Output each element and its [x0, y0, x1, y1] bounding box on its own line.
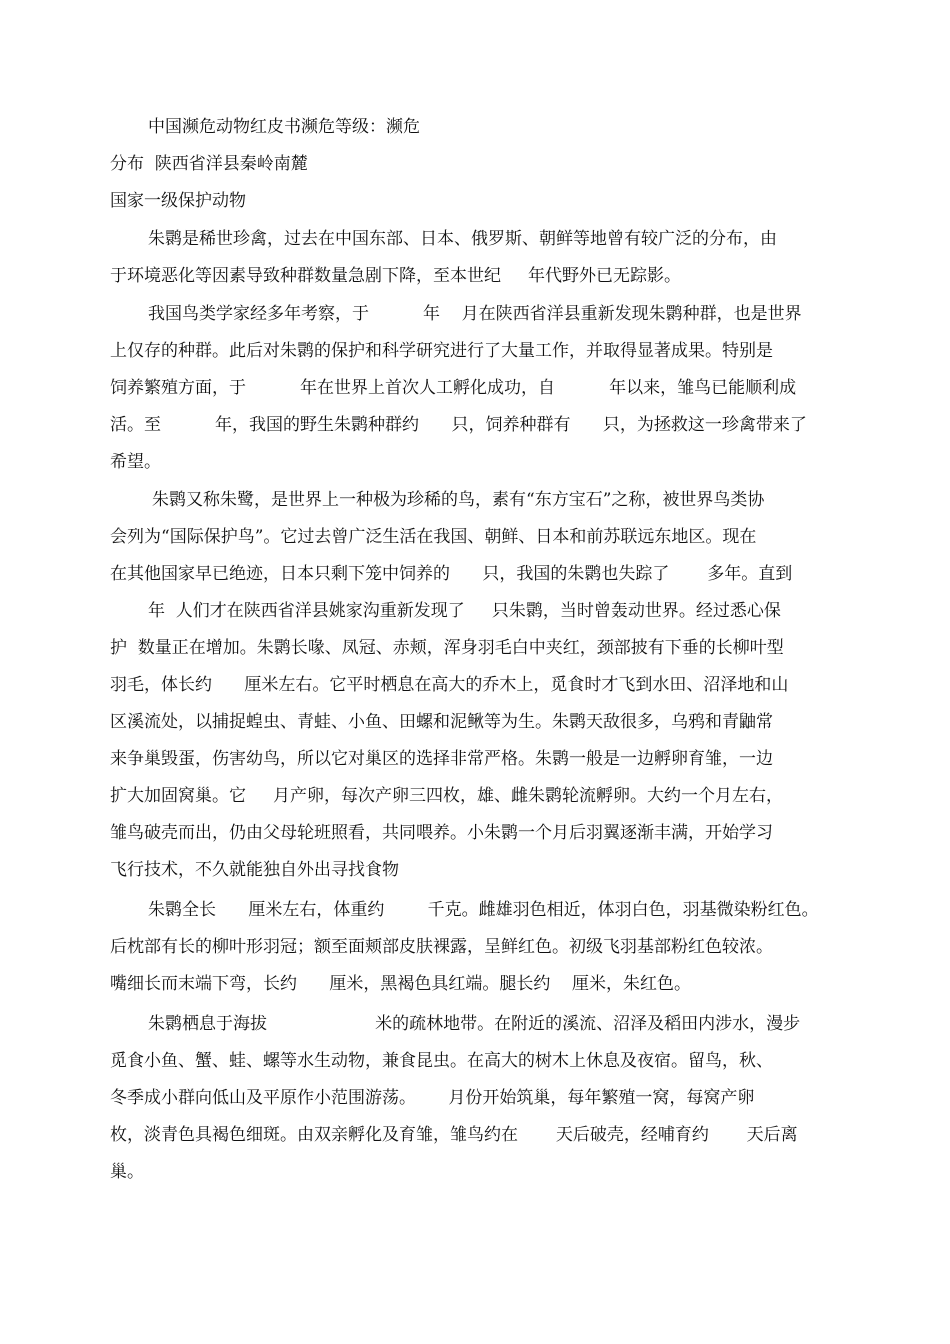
paragraph-line: 年 人们才在陕西省洋县姚家沟重新发现了 只朱鹮，当时曾轰动世界。经过悉心保: [148, 601, 781, 621]
paragraph-line: 护 数量正在增加。朱鹮长喙、凤冠、赤颊，浑身羽毛白中夹红，颈部披有下垂的长柳叶型: [110, 638, 784, 658]
paragraph-line: 羽毛，体长约 厘米左右。它平时栖息在高大的乔木上，觅食时才飞到水田、沼泽地和山: [110, 675, 789, 695]
paragraph-line: 会列为“国际保护鸟”。它过去曾广泛生活在我国、朝鲜、日本和前苏联远东地区。现在: [110, 527, 757, 547]
paragraph-line: 希望。: [110, 452, 161, 472]
paragraph-line: 上仅存的种群。此后对朱鹮的保护和科学研究进行了大量工作，并取得显著成果。特别是: [110, 341, 773, 361]
paragraph-line: 冬季成小群向低山及平原作小范围游荡。 月份开始筑巢，每年繁殖一窝，每窝产卵: [110, 1088, 755, 1108]
paragraph-line: 朱鹮又称朱鹭，是世界上一种极为珍稀的鸟，素有“东方宝石”之称，被世界鸟类协: [152, 490, 765, 510]
paragraph-line: 嘴细长而末端下弯，长约 厘米，黑褐色具红端。腿长约 厘米，朱红色。: [110, 974, 692, 994]
paragraph-line: 朱鹮是稀世珍禽，过去在中国东部、日本、俄罗斯、朝鲜等地曾有较广泛的分布，由: [148, 229, 777, 249]
paragraph-line: 饲养繁殖方面，于 年在世界上首次人工孵化成功，自 年以来，雏鸟已能顺利成: [110, 378, 797, 398]
paragraph-line: 雏鸟破壳而出，仍由父母轮班照看，共同喂养。小朱鹮一个月后羽翼逐渐丰满，开始学习: [110, 823, 773, 843]
distribution-line: 分布 陕西省洋县秦岭南麓: [110, 154, 308, 174]
paragraph-line: 觅食小鱼、蟹、蛙、螺等水生动物，兼食昆虫。在高大的树木上休息及夜宿。留鸟，秋、: [110, 1051, 773, 1071]
paragraph-line: 飞行技术，不久就能独自外出寻找食物: [110, 860, 399, 880]
paragraph-line: 我国鸟类学家经多年考察，于 年 月在陕西省洋县重新发现朱鹮种群，也是世界: [148, 304, 802, 324]
paragraph-line: 朱鹮栖息于海拔 米的疏林地带。在附近的溪流、沼泽及稻田内涉水，漫步: [148, 1014, 801, 1034]
status-line: 中国濒危动物红皮书濒危等级：濒危: [148, 117, 420, 137]
paragraph-line: 来争巢毁蛋，伤害幼鸟，所以它对巢区的选择非常严格。朱鹮一般是一边孵卵育雏，一边: [110, 749, 773, 769]
protection-level-line: 国家一级保护动物: [110, 191, 246, 211]
paragraph-line: 后枕部有长的柳叶形羽冠；额至面颊部皮肤裸露，呈鲜红色。初级飞羽基部粉红色较浓。: [110, 937, 773, 957]
paragraph-line: 在其他国家早已绝迹，日本只剩下笼中饲养的 只，我国的朱鹮也失踪了 多年。直到: [110, 564, 793, 584]
paragraph-line: 扩大加固窝巢。它 月产卵，每次产卵三四枚，雄、雌朱鹮轮流孵卵。大约一个月左右，: [110, 786, 784, 806]
paragraph-line: 朱鹮全长 厘米左右，体重约 千克。雌雄羽色相近，体羽白色，羽基微染粉红色。: [148, 900, 819, 920]
paragraph-line: 枚，淡青色具褐色细斑。由双亲孵化及育雏，雏鸟约在 天后破壳，经哺育约 天后离: [110, 1125, 798, 1145]
paragraph-line: 活。至 年，我国的野生朱鹮种群约 只，饲养种群有 只，为拯救这一珍禽带来了: [110, 415, 807, 435]
paragraph-line: 于环境恶化等因素导致种群数量急剧下降，至本世纪 年代野外已无踪影。: [110, 266, 682, 286]
paragraph-line: 区溪流处，以捕捉蝗虫、青蛙、小鱼、田螺和泥鳅等为生。朱鹮天敌很多，乌鸦和青鼬常: [110, 712, 773, 732]
paragraph-line: 巢。: [110, 1162, 144, 1182]
